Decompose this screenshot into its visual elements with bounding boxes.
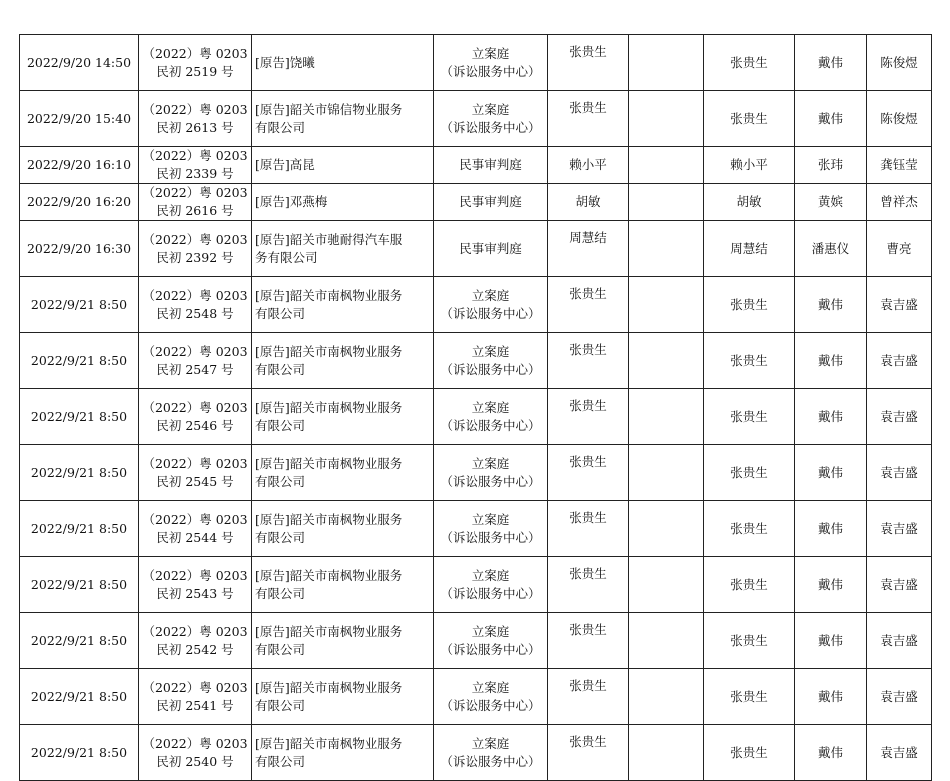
court-line: 立案庭 bbox=[471, 45, 510, 61]
presiding-judge-cell: 张贵生 bbox=[704, 35, 795, 91]
case-number-cell bbox=[139, 277, 252, 333]
party-line: [原告]韶关市南枫物业服务 bbox=[255, 343, 403, 359]
party-line: [原告]韶关市南枫物业服务 bbox=[255, 623, 403, 639]
court-line: 立案庭 bbox=[471, 399, 510, 415]
judge-cell: 张贵生 bbox=[548, 557, 629, 613]
case-number-cell bbox=[139, 557, 252, 613]
presiding-judge-cell: 张贵生 bbox=[704, 389, 795, 445]
judge-cell: 张贵生 bbox=[548, 613, 629, 669]
clerk-cell: 戴伟 bbox=[795, 91, 867, 147]
party-line: [原告]邓燕梅 bbox=[255, 194, 328, 209]
table-row bbox=[20, 557, 932, 613]
empty-cell bbox=[629, 91, 704, 147]
empty-cell bbox=[629, 501, 704, 557]
empty-cell bbox=[629, 35, 704, 91]
court-line: （诉讼服务中心） bbox=[440, 361, 541, 377]
judge-cell: 赖小平 bbox=[548, 147, 629, 184]
judge-cell: 张贵生 bbox=[548, 445, 629, 501]
party-cell bbox=[252, 184, 434, 221]
case-number-line: （2022）粤 0203 bbox=[142, 511, 248, 527]
table-row bbox=[20, 35, 932, 91]
case-number-cell bbox=[139, 221, 252, 277]
table-row bbox=[20, 445, 932, 501]
judge-cell: 周慧结 bbox=[548, 221, 629, 277]
recorder-cell: 袁吉盛 bbox=[867, 557, 932, 613]
party-line: 有限公司 bbox=[255, 529, 306, 545]
table-row bbox=[20, 91, 932, 147]
empty-cell bbox=[629, 333, 704, 389]
party-cell bbox=[252, 35, 434, 91]
table-row bbox=[20, 613, 932, 669]
case-number-cell bbox=[139, 445, 252, 501]
court-cell bbox=[434, 669, 548, 725]
party-line: 有限公司 bbox=[255, 417, 306, 433]
case-number-line: （2022）粤 0203 bbox=[142, 45, 248, 61]
case-number-line: 民初 2546 号 bbox=[156, 417, 234, 433]
clerk-cell: 戴伟 bbox=[795, 333, 867, 389]
party-line: 有限公司 bbox=[255, 473, 306, 489]
court-line: 立案庭 bbox=[471, 511, 510, 527]
recorder-cell: 袁吉盛 bbox=[867, 445, 932, 501]
recorder-cell: 袁吉盛 bbox=[867, 389, 932, 445]
party-line: [原告]高昆 bbox=[255, 157, 315, 172]
recorder-cell: 曹亮 bbox=[867, 221, 932, 277]
case-number-line: 民初 2547 号 bbox=[156, 361, 234, 377]
empty-cell bbox=[629, 669, 704, 725]
hearing-time-cell: 2022/9/21 8:50 bbox=[20, 501, 139, 557]
empty-cell bbox=[629, 613, 704, 669]
court-line: 立案庭 bbox=[471, 343, 510, 359]
party-line: 务有限公司 bbox=[255, 249, 318, 265]
case-number-line: 民初 2542 号 bbox=[156, 641, 234, 657]
party-cell bbox=[252, 277, 434, 333]
case-number-cell bbox=[139, 333, 252, 389]
party-cell bbox=[252, 669, 434, 725]
court-line: 立案庭 bbox=[471, 455, 510, 471]
party-line: 有限公司 bbox=[255, 697, 306, 713]
court-line: 立案庭 bbox=[471, 287, 510, 303]
hearing-time-cell: 2022/9/21 8:50 bbox=[20, 613, 139, 669]
case-number-line: 民初 2543 号 bbox=[156, 585, 234, 601]
hearing-schedule-table bbox=[19, 34, 932, 781]
court-line: 立案庭 bbox=[471, 679, 510, 695]
case-number-line: 民初 2545 号 bbox=[156, 473, 234, 489]
case-number-cell bbox=[139, 147, 252, 184]
hearing-time-cell: 2022/9/21 8:50 bbox=[20, 725, 139, 781]
party-cell bbox=[252, 333, 434, 389]
case-number-cell bbox=[139, 613, 252, 669]
table-row bbox=[20, 501, 932, 557]
party-line: [原告]韶关市驰耐得汽车服 bbox=[255, 231, 403, 247]
party-line: [原告]韶关市南枫物业服务 bbox=[255, 735, 403, 751]
case-number-line: 民初 2540 号 bbox=[156, 753, 234, 769]
court-cell bbox=[434, 277, 548, 333]
hearing-time-cell: 2022/9/20 16:30 bbox=[20, 221, 139, 277]
party-line: 有限公司 bbox=[255, 119, 306, 135]
court-cell bbox=[434, 184, 548, 221]
empty-cell bbox=[629, 277, 704, 333]
hearing-time-cell: 2022/9/21 8:50 bbox=[20, 277, 139, 333]
party-line: 有限公司 bbox=[255, 305, 306, 321]
case-number-line: （2022）粤 0203 bbox=[142, 735, 248, 751]
empty-cell bbox=[629, 184, 704, 221]
case-number-line: （2022）粤 0203 bbox=[142, 101, 248, 117]
presiding-judge-cell: 张贵生 bbox=[704, 669, 795, 725]
court-cell bbox=[434, 147, 548, 184]
presiding-judge-cell: 张贵生 bbox=[704, 725, 795, 781]
recorder-cell: 袁吉盛 bbox=[867, 669, 932, 725]
judge-cell: 胡敏 bbox=[548, 184, 629, 221]
court-line: （诉讼服务中心） bbox=[440, 305, 541, 321]
empty-cell bbox=[629, 147, 704, 184]
party-cell bbox=[252, 91, 434, 147]
case-number-line: （2022）粤 0203 bbox=[142, 567, 248, 583]
recorder-cell: 袁吉盛 bbox=[867, 501, 932, 557]
court-cell bbox=[434, 35, 548, 91]
empty-cell bbox=[629, 445, 704, 501]
party-cell bbox=[252, 147, 434, 184]
party-line: 有限公司 bbox=[255, 641, 306, 657]
party-cell bbox=[252, 389, 434, 445]
case-number-line: 民初 2548 号 bbox=[156, 305, 234, 321]
court-line: （诉讼服务中心） bbox=[440, 529, 541, 545]
court-cell bbox=[434, 91, 548, 147]
court-line: （诉讼服务中心） bbox=[440, 641, 541, 657]
case-number-line: （2022）粤 0203 bbox=[142, 623, 248, 639]
case-number-line: （2022）粤 0203 bbox=[142, 343, 248, 359]
recorder-cell: 袁吉盛 bbox=[867, 613, 932, 669]
empty-cell bbox=[629, 725, 704, 781]
judge-cell: 张贵生 bbox=[548, 669, 629, 725]
court-cell bbox=[434, 613, 548, 669]
judge-cell: 张贵生 bbox=[548, 501, 629, 557]
party-cell bbox=[252, 613, 434, 669]
case-number-cell bbox=[139, 669, 252, 725]
clerk-cell: 戴伟 bbox=[795, 725, 867, 781]
clerk-cell: 戴伟 bbox=[795, 613, 867, 669]
court-cell bbox=[434, 725, 548, 781]
clerk-cell: 潘惠仪 bbox=[795, 221, 867, 277]
case-number-line: （2022）粤 0203 bbox=[142, 231, 248, 247]
case-number-line: 民初 2392 号 bbox=[156, 249, 234, 265]
case-number-line: 民初 2544 号 bbox=[156, 529, 234, 545]
clerk-cell: 张玮 bbox=[795, 147, 867, 184]
empty-cell bbox=[629, 389, 704, 445]
court-cell bbox=[434, 501, 548, 557]
presiding-judge-cell: 张贵生 bbox=[704, 445, 795, 501]
court-line: （诉讼服务中心） bbox=[440, 697, 541, 713]
table-row bbox=[20, 221, 932, 277]
recorder-cell: 龚钰莹 bbox=[867, 147, 932, 184]
court-line: 民事审判庭 bbox=[459, 240, 522, 256]
party-line: [原告]饶曦 bbox=[255, 54, 315, 70]
case-number-cell bbox=[139, 389, 252, 445]
presiding-judge-cell: 张贵生 bbox=[704, 557, 795, 613]
case-number-cell bbox=[139, 91, 252, 147]
court-line: （诉讼服务中心） bbox=[440, 473, 541, 489]
table-row bbox=[20, 389, 932, 445]
table-row bbox=[20, 277, 932, 333]
table-row bbox=[20, 147, 932, 184]
empty-cell bbox=[629, 557, 704, 613]
case-number-line: （2022）粤 0203 bbox=[142, 399, 248, 415]
party-cell bbox=[252, 557, 434, 613]
clerk-cell: 戴伟 bbox=[795, 501, 867, 557]
court-cell bbox=[434, 557, 548, 613]
recorder-cell: 陈俊煜 bbox=[867, 35, 932, 91]
party-cell bbox=[252, 501, 434, 557]
party-cell bbox=[252, 725, 434, 781]
court-line: （诉讼服务中心） bbox=[440, 417, 541, 433]
case-number-cell bbox=[139, 501, 252, 557]
court-cell bbox=[434, 333, 548, 389]
party-line: [原告]韶关市南枫物业服务 bbox=[255, 567, 403, 583]
judge-cell: 张贵生 bbox=[548, 91, 629, 147]
court-line: 民事审判庭 bbox=[459, 194, 522, 209]
court-line: （诉讼服务中心） bbox=[440, 585, 541, 601]
party-line: [原告]韶关市南枫物业服务 bbox=[255, 679, 403, 695]
hearing-time-cell: 2022/9/20 15:40 bbox=[20, 91, 139, 147]
recorder-cell: 袁吉盛 bbox=[867, 333, 932, 389]
hearing-time-cell: 2022/9/21 8:50 bbox=[20, 333, 139, 389]
party-line: [原告]韶关市南枫物业服务 bbox=[255, 399, 403, 415]
table-row bbox=[20, 333, 932, 389]
case-number-line: （2022）粤 0203 bbox=[142, 148, 248, 163]
hearing-time-cell: 2022/9/21 8:50 bbox=[20, 389, 139, 445]
clerk-cell: 戴伟 bbox=[795, 277, 867, 333]
court-line: （诉讼服务中心） bbox=[440, 119, 541, 135]
presiding-judge-cell: 周慧结 bbox=[704, 221, 795, 277]
court-cell bbox=[434, 445, 548, 501]
case-number-line: 民初 2616 号 bbox=[156, 203, 234, 218]
empty-cell bbox=[629, 221, 704, 277]
court-cell bbox=[434, 221, 548, 277]
party-line: 有限公司 bbox=[255, 753, 306, 769]
party-line: [原告]韶关市南枫物业服务 bbox=[255, 287, 403, 303]
clerk-cell: 戴伟 bbox=[795, 35, 867, 91]
judge-cell: 张贵生 bbox=[548, 277, 629, 333]
party-line: 有限公司 bbox=[255, 361, 306, 377]
hearing-time-cell: 2022/9/20 14:50 bbox=[20, 35, 139, 91]
presiding-judge-cell: 张贵生 bbox=[704, 613, 795, 669]
presiding-judge-cell: 张贵生 bbox=[704, 333, 795, 389]
table-body bbox=[20, 35, 932, 781]
court-line: 民事审判庭 bbox=[459, 157, 522, 172]
court-line: 立案庭 bbox=[471, 623, 510, 639]
court-line: （诉讼服务中心） bbox=[440, 63, 541, 79]
judge-cell: 张贵生 bbox=[548, 389, 629, 445]
court-line: 立案庭 bbox=[471, 101, 510, 117]
court-line: （诉讼服务中心） bbox=[440, 753, 541, 769]
judge-cell: 张贵生 bbox=[548, 35, 629, 91]
case-number-line: 民初 2613 号 bbox=[156, 119, 234, 135]
party-line: [原告]韶关市南枫物业服务 bbox=[255, 511, 403, 527]
hearing-time-cell: 2022/9/20 16:10 bbox=[20, 147, 139, 184]
case-number-cell bbox=[139, 184, 252, 221]
recorder-cell: 曾祥杰 bbox=[867, 184, 932, 221]
court-line: 立案庭 bbox=[471, 567, 510, 583]
recorder-cell: 陈俊煜 bbox=[867, 91, 932, 147]
case-number-line: 民初 2339 号 bbox=[156, 166, 234, 181]
party-line: [原告]韶关市南枫物业服务 bbox=[255, 455, 403, 471]
clerk-cell: 戴伟 bbox=[795, 669, 867, 725]
judge-cell: 张贵生 bbox=[548, 333, 629, 389]
clerk-cell: 戴伟 bbox=[795, 557, 867, 613]
case-number-line: 民初 2519 号 bbox=[156, 63, 234, 79]
recorder-cell: 袁吉盛 bbox=[867, 725, 932, 781]
presiding-judge-cell: 张贵生 bbox=[704, 501, 795, 557]
hearing-time-cell: 2022/9/21 8:50 bbox=[20, 445, 139, 501]
table-row bbox=[20, 669, 932, 725]
party-cell bbox=[252, 445, 434, 501]
presiding-judge-cell: 张贵生 bbox=[704, 91, 795, 147]
court-cell bbox=[434, 389, 548, 445]
presiding-judge-cell: 胡敏 bbox=[704, 184, 795, 221]
court-line: 立案庭 bbox=[471, 735, 510, 751]
party-line: [原告]韶关市锦信物业服务 bbox=[255, 101, 403, 117]
case-number-line: （2022）粤 0203 bbox=[142, 455, 248, 471]
presiding-judge-cell: 张贵生 bbox=[704, 277, 795, 333]
case-number-cell bbox=[139, 35, 252, 91]
case-number-cell bbox=[139, 725, 252, 781]
presiding-judge-cell: 赖小平 bbox=[704, 147, 795, 184]
hearing-time-cell: 2022/9/20 16:20 bbox=[20, 184, 139, 221]
party-cell bbox=[252, 221, 434, 277]
table-row bbox=[20, 725, 932, 781]
table-row bbox=[20, 184, 932, 221]
hearing-time-cell: 2022/9/21 8:50 bbox=[20, 557, 139, 613]
clerk-cell: 戴伟 bbox=[795, 445, 867, 501]
hearing-time-cell: 2022/9/21 8:50 bbox=[20, 669, 139, 725]
recorder-cell: 袁吉盛 bbox=[867, 277, 932, 333]
case-number-line: （2022）粤 0203 bbox=[142, 679, 248, 695]
case-number-line: （2022）粤 0203 bbox=[142, 287, 248, 303]
clerk-cell: 黄嫔 bbox=[795, 184, 867, 221]
case-number-line: （2022）粤 0203 bbox=[142, 185, 248, 200]
clerk-cell: 戴伟 bbox=[795, 389, 867, 445]
party-line: 有限公司 bbox=[255, 585, 306, 601]
judge-cell: 张贵生 bbox=[548, 725, 629, 781]
case-number-line: 民初 2541 号 bbox=[156, 697, 234, 713]
